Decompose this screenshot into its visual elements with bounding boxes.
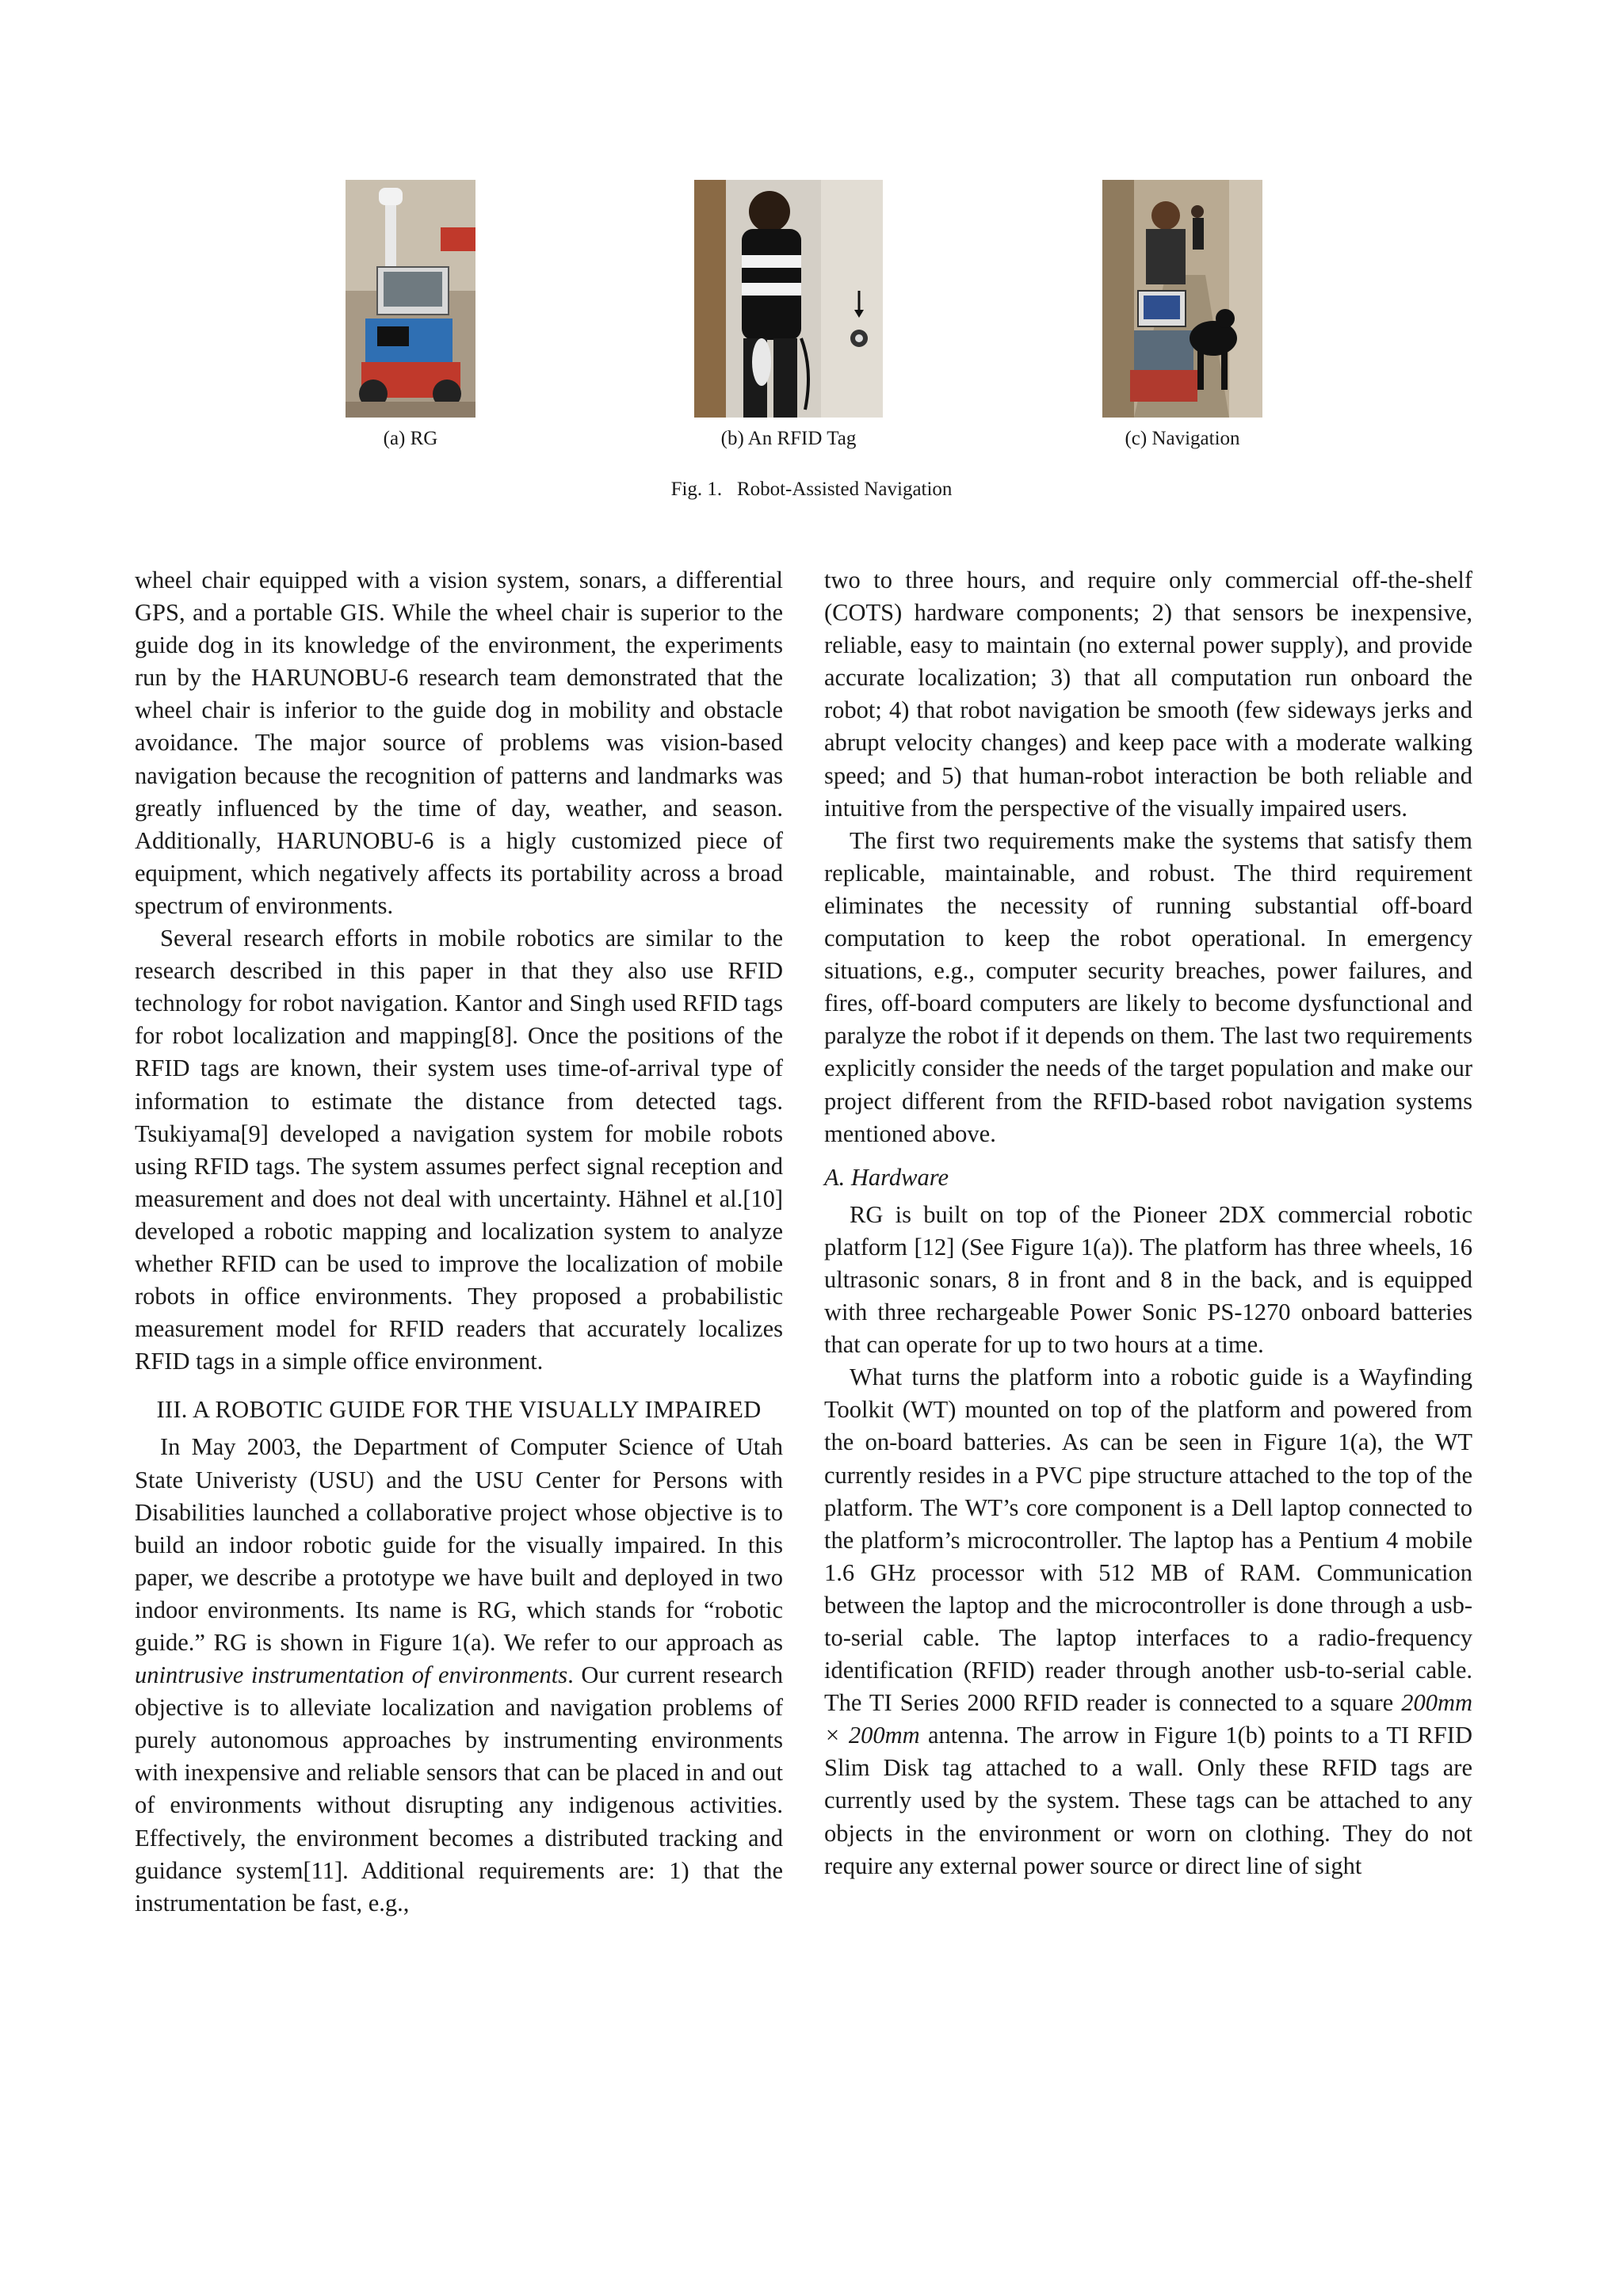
left-paragraph-3-emphasis: unintrusive instrumentation of environments [135,1661,568,1689]
left-paragraph-2-part-a: Several research efforts in mobile robotics are similar to the research described in this paper in that they also use RFID technology for robot navigation. Kantor and Singh used RFID tags for robot localization and mapping[8]. Once the positions of the RFID tags are known, their system uses time-of-arrival type of information to estimate the distance from detected tags. Tsukiyama[9] developed a navigation system for mobile robots using RFID tags. The system assumes perfect signal reception and measurement and does not deal with uncertainty. [135,925,783,1212]
figure-caption-text: Robot-Assisted Navigation [736,479,953,500]
section-heading: III. A ROBOTIC GUIDE FOR THE VISUALLY IMPAIRED [156,1396,762,1424]
figure-caption [0,479,1623,501]
right-paragraph-3: RG is built on top of the Pioneer 2DX commercial robotic platform [12] (See Figure 1(a)). The platform has three wheels, 16 ultrasonic sonars, 8 in front and 8 in the back, and is equipped with three rechargeable Power Sonic PS-1270 onboard batteries that can operate for up to two hours at a time. [824,1200,1472,1359]
left-paragraph-2 [135,922,783,1378]
left-column [135,564,783,1920]
figure-caption-number: Fig. 1. [670,479,723,500]
right-column [824,564,1472,1882]
right-paragraph-4-part-a: What turns the platform into a robotic guide is a Wayfinding Toolkit (WT) mounted on top of the platform and powered from the on-board batteries. As can be seen in Figure 1(a), the WT currently resides in a PVC pipe structure attached to the top of the platform. The WT’s core component is a Dell laptop connected to the platform’s microcontroller. The laptop has a Pentium 4 mobile 1.6 GHz processor with 512 MB of RAM. Communication between the laptop and the microcontroller is done through a usb-to-serial cable. The laptop interfaces to a radio-frequency identification (RFID) reader through another usb-to-serial cable. The TI Series 2000 RFID reader is connected to a square [824,1363,1472,1717]
figure-panel-a-image [346,180,475,418]
figure-panel-b-image [694,180,883,418]
antenna-dimension-math: 200mm × 200mm [824,1689,1472,1749]
right-paragraph-2: The first two requirements make the systems that satisfy them replicable, maintainable, and robust. The third requirement eliminates the necessity of running substantial off-board computation to keep the robot operational. In emergency situations, e.g., computer security breaches, power failures, and fires, off-board computers are likely to become dysfunctional and paralyze the robot if it depends on them. The last two requirements explicitly consider the needs of the target population and make our project different from the RFID-based robot navigation systems mentioned above. [824,826,1472,1147]
figure-subcaption-c: (c) Navigation [1125,428,1240,449]
right-paragraph-1: two to three hours, and require only commercial off-the-shelf (COTS) hardware components; 2) that sensors be inexpensive, reliable, easy to maintain (no external power supply), and provide accurate localization; 3) that all computation run onboard the robot; 4) that robot navigation be smooth (few sideways jerks and abrupt velocity changes) and keep pace with a moderate walking speed; and 5) that human-robot interaction be both reliable and intuitive from the perspective of the visually impaired users. [824,566,1472,822]
left-paragraph-3-part-a: In May 2003, the Department of Computer Science of Utah State Univeristy (USU) and the USU Center for Persons with Disabilities launched a collaborative project whose objective is to build an indoor robotic guide for the visually impaired. In this paper, we describe a prototype we have built and deployed in two indoor environments. Its name is RG, which stands for “robotic guide.” RG is shown in Figure 1(a). We refer to our approach as [135,1433,783,1656]
left-paragraph-3-part-b: . Our current research objective is to alleviate localization and navigation problems of purely autonomous approaches by instrumenting environments with inexpensive and reliable sensors that can be placed in and out of environments without disrupting any indigenous activities. Effectively, the environment becomes a distributed tracking and guidance system[11]. Additional requirements are: 1) that the instrumentation be fast, e.g., [135,1661,783,1917]
right-paragraph-4-part-b: antenna. The arrow in Figure 1(b) points to a TI RFID Slim Disk tag attached to a wall. Only these RFID tags are currently used by the system. These tags can be attached to any objects in the environment or worn on clothing. They do not require any external power source or direct line of sight [824,1722,1472,1879]
subsection-heading: A. Hardware [824,1163,949,1191]
right-paragraph-4 [824,1361,1472,1882]
left-paragraph-1: wheel chair equipped with a vision system, sonars, a differential GPS, and a portable GIS. While the wheel chair is superior to the guide dog in its knowledge of the environment, the experiments run by the HARUNOBU-6 research team demonstrated that the wheel chair is inferior to the guide dog in mobility and obstacle avoidance. The major source of problems was vision-based navigation because the recognition of patterns and landmarks was greatly influenced by the time of day, weather, and season. Additionally, HARUNOBU-6 is a higly customized piece of equipment, which negatively affects its portability across a broad spectrum of environments. [135,566,783,919]
figure-subcaption-b: (b) An RFID Tag [720,428,857,449]
figure-panel-c-image [1102,180,1262,418]
hahnel-author: Hähnel [618,1184,689,1212]
left-paragraph-2-part-b: et al.[10] developed a robotic mapping and localization system to analyze whether RFID can be used to improve the localization of mobile robots in office environments. They proposed a probabilistic measurement model for RFID readers that accurately localizes RFID tags in a simple office environment. [135,1184,784,1375]
figure-subcaption-a: (a) RG [383,428,438,449]
left-paragraph-3 [135,1431,783,1919]
